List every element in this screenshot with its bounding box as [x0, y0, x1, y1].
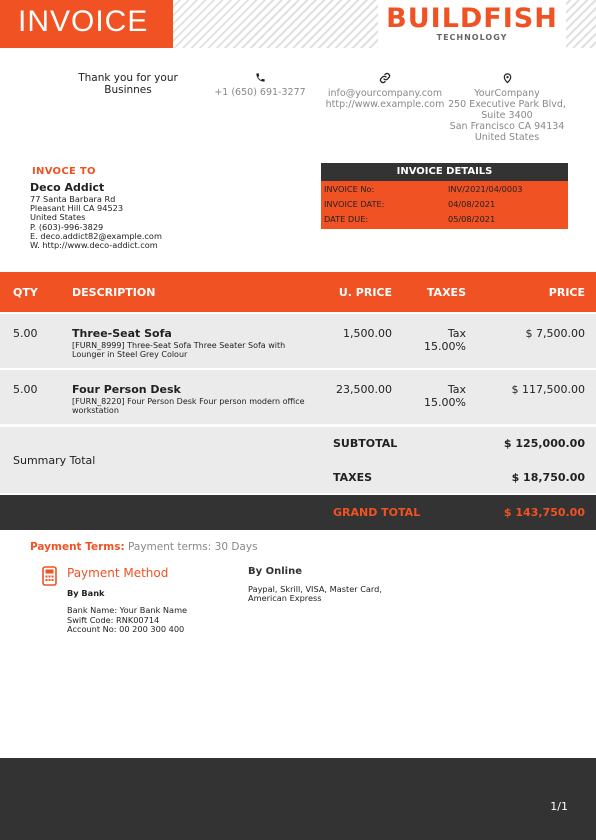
company-address-line2: Suite 3400: [481, 110, 533, 121]
taxes-value: $ 18,750.00: [511, 471, 585, 484]
item-name: Three-Seat Sofa: [72, 327, 172, 340]
company-address-line3: San Francisco CA 94134: [449, 121, 565, 132]
company-name: YourCompany: [474, 88, 540, 99]
customer-country: United States: [30, 212, 86, 223]
item-taxes: [424, 383, 466, 409]
item-taxes: [424, 327, 466, 353]
brand-name: BUILDFISH: [386, 3, 558, 34]
online-methods: Paypal, Skrill, VISA, Master Card, American Express: [248, 584, 382, 603]
brand-tagline: TECHNOLOGY: [436, 33, 508, 42]
header-taxes: TAXES: [426, 286, 466, 299]
company-address-block: [445, 72, 569, 143]
item-tax-rate: 15.00%: [424, 396, 466, 409]
due-date-row: [321, 212, 568, 227]
customer-email[interactable]: E. deco.addict82@example.com: [30, 230, 162, 241]
items-table-header: [0, 272, 596, 312]
header-price: PRICE: [548, 286, 585, 299]
customer-city: Pleasant Hill CA 94523: [30, 203, 124, 214]
header-description: DESCRIPTION: [72, 286, 156, 299]
customer-website[interactable]: W. http://www.deco-addict.com: [30, 240, 158, 251]
due-date-value: 05/08/2021: [448, 214, 496, 224]
invoice-date-row: [321, 197, 568, 212]
item-description: [FURN_8999] Three-Seat Sofa Three Seater Sofa with Lounger in Steel Grey Colour: [72, 341, 286, 359]
company-email[interactable]: info@yourcompany.com: [327, 88, 443, 99]
customer-name: Deco Addict: [30, 181, 105, 194]
item-unit-price: 23,500.00: [336, 383, 392, 396]
item-tax-label: Tax: [447, 383, 466, 396]
calculator-icon: [42, 566, 57, 586]
item-qty: 5.00: [13, 327, 38, 340]
invoice-title: INVOICE: [0, 0, 173, 48]
bank-name: Bank Name: Your Bank Name: [67, 605, 188, 615]
page-footer: [0, 758, 596, 840]
payment-method-title: Payment Method: [67, 566, 169, 580]
table-row: [0, 314, 596, 368]
header-unit-price: U. PRICE: [338, 286, 392, 299]
item-unit-price: 1,500.00: [343, 327, 392, 340]
grand-total-bar: [0, 495, 596, 530]
item-tax-label: Tax: [447, 327, 466, 340]
item-tax-rate: 15.00%: [424, 340, 466, 353]
company-website[interactable]: http://www.example.com: [325, 99, 445, 110]
item-price: $ 117,500.00: [511, 383, 585, 396]
subtotal-label: SUBTOTAL: [333, 437, 398, 450]
grand-total-label: GRAND TOTAL: [333, 506, 421, 519]
bank-details: [67, 606, 187, 635]
invoice-number-row: [321, 182, 568, 197]
payment-terms-value: Payment terms: 30 Days: [128, 541, 258, 553]
bill-to-block: [30, 181, 230, 250]
company-phone-block: [209, 72, 311, 98]
swift-code: Swift Code: RNK00714: [67, 614, 160, 625]
account-number: Account No: 00 200 300 400: [67, 624, 185, 634]
brand-logo: [378, 0, 566, 48]
by-bank-label: By Bank: [67, 588, 105, 598]
taxes-label: TAXES: [333, 471, 373, 484]
map-pin-icon: [445, 72, 569, 86]
phone-icon: [209, 72, 311, 85]
header-qty: QTY: [13, 286, 38, 299]
company-address-line1: 250 Executive Park Blvd,: [448, 99, 566, 110]
invoice-date-label: INVOICE DATE:: [324, 199, 385, 209]
payment-terms: [30, 541, 258, 553]
summary-label: Summary Total: [13, 454, 96, 467]
invoice-number-value: INV/2021/04/0003: [448, 184, 523, 194]
invoice-details: [321, 163, 568, 229]
invoice-date-value: 04/08/2021: [448, 199, 496, 209]
thank-you-note: Thank you for your Businnes: [78, 72, 178, 96]
item-description: [FURN_8220] Four Person Desk Four person modern office workstation: [72, 397, 305, 415]
subtotal-value: $ 125,000.00: [503, 437, 585, 450]
page-number: 1/1: [550, 800, 568, 813]
item-qty: 5.00: [13, 383, 38, 396]
by-online-label: By Online: [248, 566, 302, 577]
table-row: [0, 370, 596, 424]
customer-street: 77 Santa Barbara Rd: [30, 194, 116, 204]
summary-block: [0, 427, 596, 493]
invoice-details-body: [321, 181, 568, 229]
invoice-number-label: INVOICE No:: [324, 184, 375, 194]
payment-terms-label: Payment Terms:: [30, 541, 125, 553]
customer-phone: P. (603)-996-3829: [30, 221, 104, 232]
item-name: Four Person Desk: [72, 383, 181, 396]
company-country: United States: [474, 132, 540, 143]
invoice-details-heading: INVOICE DETAILS: [321, 163, 568, 181]
grand-total-value: $ 143,750.00: [503, 506, 585, 519]
due-date-label: DATE DUE:: [324, 214, 369, 224]
link-icon: [323, 72, 447, 86]
item-price: $ 7,500.00: [525, 327, 585, 340]
bill-to-heading: INVOCE TO: [32, 166, 96, 177]
company-phone: +1 (650) 691-3277: [214, 87, 306, 98]
company-web-block: [323, 72, 447, 110]
